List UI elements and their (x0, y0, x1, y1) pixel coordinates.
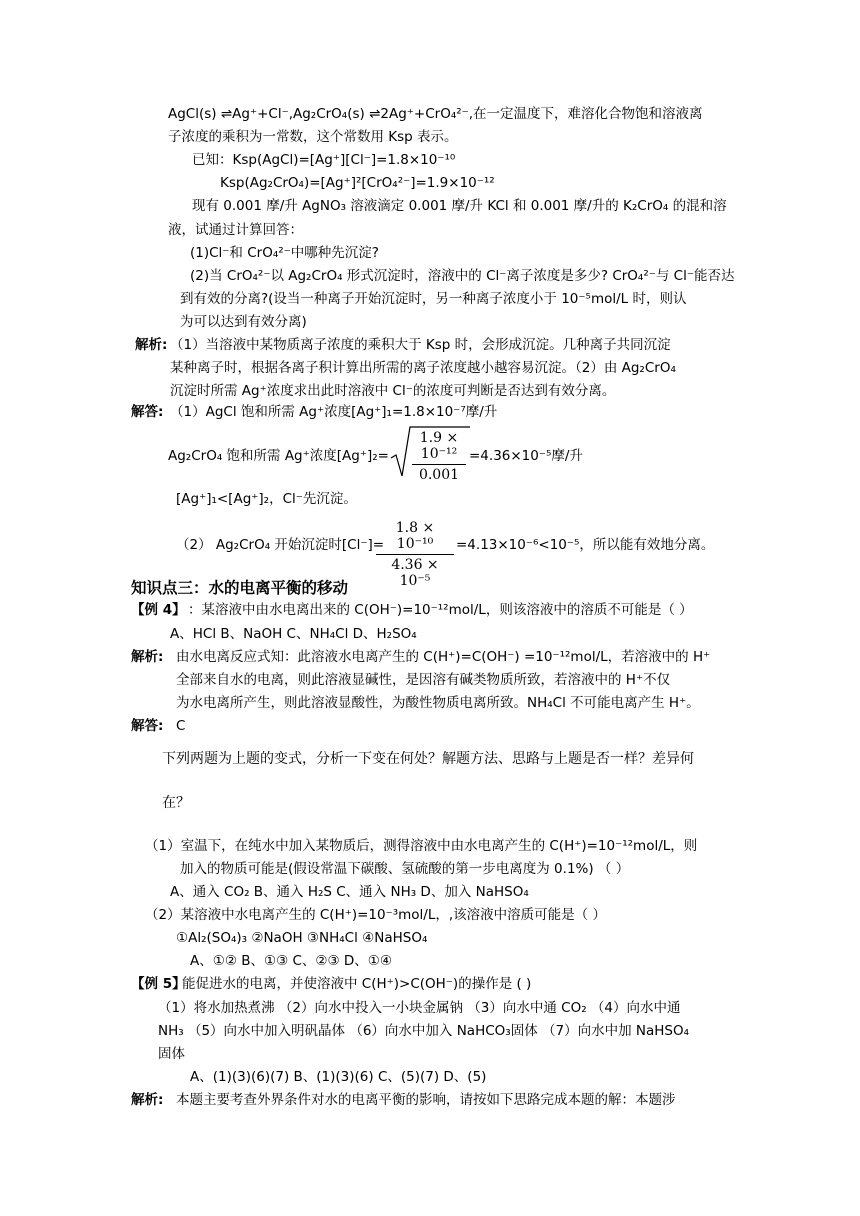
text-line: 加入的物质可能是(假设常温下碳酸、氢硫酸的第一步电离度为 0.1%) （ ） (180, 861, 630, 877)
answer-label: 解答: (131, 404, 164, 420)
text-line: 在？ (162, 795, 190, 811)
analysis-label: 解析: (131, 649, 164, 665)
choices: A、HCl B、NaOH C、NH₄Cl D、H₂SO₄ (170, 626, 417, 642)
variant-1: （1）室温下，在纯水中加入某物质后，测得溶液中由水电离产生的 C(H⁺)=10⁻¹²mol/L，则 (145, 838, 698, 854)
fraction-numerator: 1.9 × 10⁻¹² (419, 430, 459, 462)
question-1: (1)Cl⁻和 CrO₄²⁻中哪种先沉淀? (190, 245, 379, 261)
section-heading: 知识点三：水的电离平衡的移动 (131, 579, 349, 597)
formula-lead: （2） Ag₂CrO₄ 开始沉淀时[Cl⁻]= (176, 537, 385, 553)
fraction-numerator: 1.8 × 10⁻¹⁰ (395, 520, 435, 552)
choices: A、①② B、①③ C、②③ D、①④ (190, 953, 393, 969)
analysis-label: 解析: (135, 337, 168, 353)
choices: A、(1)(3)(6)(7) B、(1)(3)(6) C、(5)(7) D、(5) (190, 1069, 487, 1085)
answer-value: C (176, 718, 186, 734)
question-2: (2)当 CrO₄²⁻以 Ag₂CrO₄ 形式沉淀时，溶液中的 Cl⁻离子浓度是多少? CrO₄²⁻与 Cl⁻能否达 (190, 268, 735, 284)
text-line: （1）当溶液中某物质离子浓度的乘积大于 Ksp 时，会形成沉淀。几种离子共同沉淀 (170, 337, 671, 353)
text-line: （1）AgCl 饱和所需 Ag⁺浓度[Ag⁺]₁=1.8×10⁻⁷摩/升 (170, 404, 498, 420)
text-line: NH₃ （5）向水中加入明矾晶体 （6）向水中加入 NaHCO₃固体 （7）向水中加 NaHSO₄ (158, 1023, 690, 1039)
text-line: 为可以达到有效分离) (180, 314, 307, 330)
text-line: AgCl(s) ⇌Ag⁺+Cl⁻,Ag₂CrO₄(s) ⇌2Ag⁺+CrO₄²⁻,在一定温度下，难溶化合物饱和溶液离 (168, 106, 703, 122)
fraction (376, 520, 454, 589)
formula-result: =4.36×10⁻⁵摩/升 (469, 448, 583, 464)
formula-lead: Ag₂CrO₄ 饱和所需 Ag⁺浓度[Ag⁺]₂= (168, 448, 389, 464)
text-line: 某种离子时，根据各离子积计算出所需的离子浓度越小越容易沉淀。（2）由 Ag₂CrO₄ (170, 360, 676, 376)
fraction-denominator: 4.36 × 10⁻⁵ (391, 557, 439, 589)
text-line: 已知：Ksp(AgCl)=[Ag⁺][Cl⁻]=1.8×10⁻¹⁰ (192, 152, 456, 168)
answer-label: 解答: (131, 718, 164, 734)
text-line: 现有 0.001 摩/升 AgNO₃ 溶液滴定 0.001 摩/升 KCl 和 0.001 摩/升的 K₂CrO₄ 的混和溶 (192, 198, 727, 214)
text-line: （1）将水加热煮沸 （2）向水中投入一小块金属钠 （3）向水中通 CO₂ （4）向水中通 (158, 1000, 681, 1016)
text-line: 全部来自水的电离，则此溶液显碱性，是因溶有碱类物质所致，若溶液中的 H⁺不仅 (176, 672, 671, 688)
text-line: ①Al₂(SO₄)₃ ②NaOH ③NH₄Cl ④NaHSO₄ (176, 930, 428, 946)
text-line: 为水电离所产生，则此溶液显酸性，为酸性物质电离所致。NH₄Cl 不可能电离产生 H⁺。 (176, 695, 700, 711)
text-line: 能促进水的电离，并使溶液中 C(H⁺)>C(OH⁻)的操作是 ( ) (182, 976, 532, 992)
text-line: 沉淀时所需 Ag⁺浓度求出此时溶液中 Cl⁻的浓度可判断是否达到有效分离。 (170, 383, 616, 399)
text-line: 由水电离反应式知：此溶液水电离产生的 C(H⁺)=C(OH⁻) =10⁻¹²mol/L，若溶液中的 H⁺ (176, 649, 711, 665)
text-line: 固体 (158, 1046, 185, 1062)
formula-result: =4.13×10⁻⁶<10⁻⁵，所以能有效地分离。 (456, 537, 715, 553)
text-line: 下列两题为上题的变式，分析一下变在何处？解题方法、思路与上题是否一样？差异何 (162, 751, 694, 767)
text-line: ：某溶液中由水电离出来的 C(OH⁻)=10⁻¹²mol/L，则该溶液中的溶质不可能是（ ） (188, 602, 693, 618)
text-line: 到有效的分离?(设当一种离子开始沉淀时，另一种离子浓度小于 10⁻⁵mol/L 时，则认 (180, 291, 687, 307)
fraction-denominator: 0.001 (418, 467, 460, 483)
analysis-label: 解析: (131, 1092, 164, 1108)
text-line: Ksp(Ag₂CrO₄)=[Ag⁺]²[CrO₄²⁻]=1.9×10⁻¹² (220, 175, 495, 191)
choices: A、通入 CO₂ B、通入 H₂S C、通入 NH₃ D、加入 NaHSO₄ (170, 884, 529, 900)
example-label: 【例 5】 (131, 976, 186, 992)
variant-2: （2）某溶液中水电离产生的 C(H⁺)=10⁻³mol/L，,该溶液中溶质可能是（ ） (145, 907, 606, 923)
text-line: 子浓度的乘积为一常数，这个常数用 Ksp 表示。 (168, 129, 458, 145)
text-line: [Ag⁺]₁<[Ag⁺]₂，Cl⁻先沉淀。 (176, 491, 357, 507)
example-label: 【例 4】 (131, 602, 186, 618)
text-line: 液，试通过计算回答： (168, 222, 303, 238)
text-line: 本题主要考查外界条件对水的电离平衡的影响，请按如下思路完成本题的解：本题涉 (176, 1092, 676, 1108)
sqrt-fraction (412, 430, 466, 483)
